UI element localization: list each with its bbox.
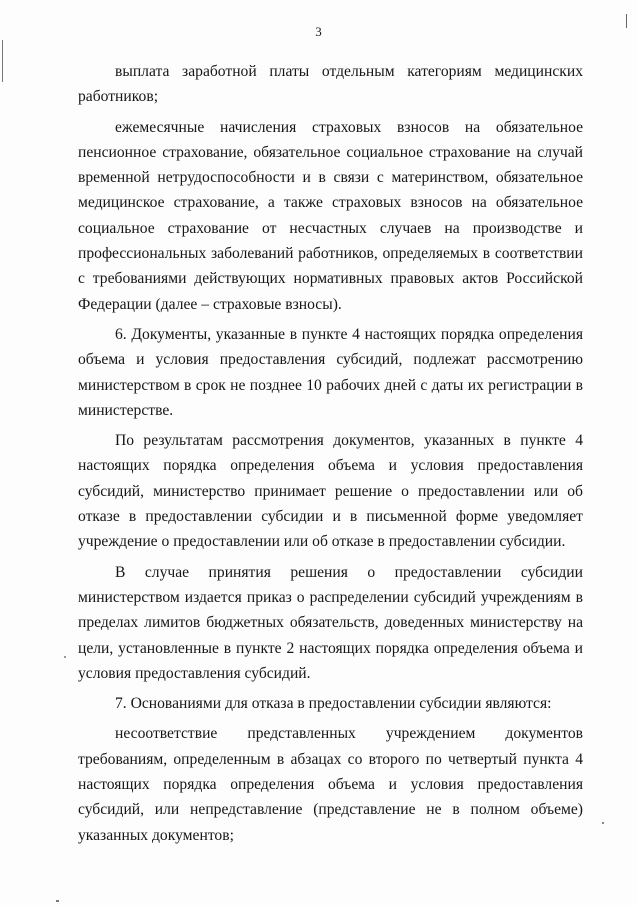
paragraph-item-6: 6. Документы, указанные в пункте 4 настоящих порядка определения объема и условия предоставления субсидий, подлежат рассмотрению министерством в срок не позднее 10 рабочих дней с даты их регистрации в министерстве.	[78, 325, 583, 419]
page-number: 3	[315, 24, 322, 39]
scan-dot-right	[602, 822, 604, 824]
scan-dot-left	[64, 656, 66, 658]
scan-dot-bottom	[56, 900, 59, 902]
paragraph-review-results: По результатам рассмотрения документов, указанных в пункте 4 настоящих порядка определения объема и условия предоставления субсидий, министерство принимает решение о предоставлении или об отказе в предоставлении субсидии и в письменной форме уведомляет учреждение о предоставлении или об отказе в предоставлении субсидии.	[78, 432, 583, 551]
paragraph-insurance-contributions: ежемесячные начисления страховых взносов на обязательное пенсионное страхование, обязательное социальное страхование на случай временной нетрудоспособности и в связи с материнством, обязательное медицинское страхование, а также страховых взносов на обязательное социальное страхование от несчастных случаев на производстве и профессиональных заболеваний работников, определяемых в соответствии с требованиями действующих нормативных правовых актов Российской Федерации (далее – страховые взносы).	[78, 118, 583, 313]
paragraph-refusal-ground: несоответствие представленных учреждением документов требованиям, определенным в абзацах со второго по четвертый пункта 4 настоящих порядка определения объема и условия предоставления субсидий, или непредставление (представление не в полном объеме) указанных документов;	[78, 725, 583, 844]
paragraph-salary-payment: выплата заработной платы отдельным категориям медицинских работников;	[78, 63, 583, 106]
document-body	[78, 59, 583, 848]
scan-mark-right-top	[626, 14, 627, 28]
paragraph-subsidy-order: В случае принятия решения о предоставлении субсидии министерством издается приказ о распределении субсидий учреждениям в пределах лимитов бюджетных обязательств, доведенных министерству на цели, установленные в пункте 2 настоящих порядка определения объема и условия предоставления субсидий.	[78, 563, 583, 682]
paragraph-item-7: 7. Основаниями для отказа в предоставлении субсидии являются:	[115, 695, 552, 713]
scan-mark-left	[2, 40, 3, 82]
